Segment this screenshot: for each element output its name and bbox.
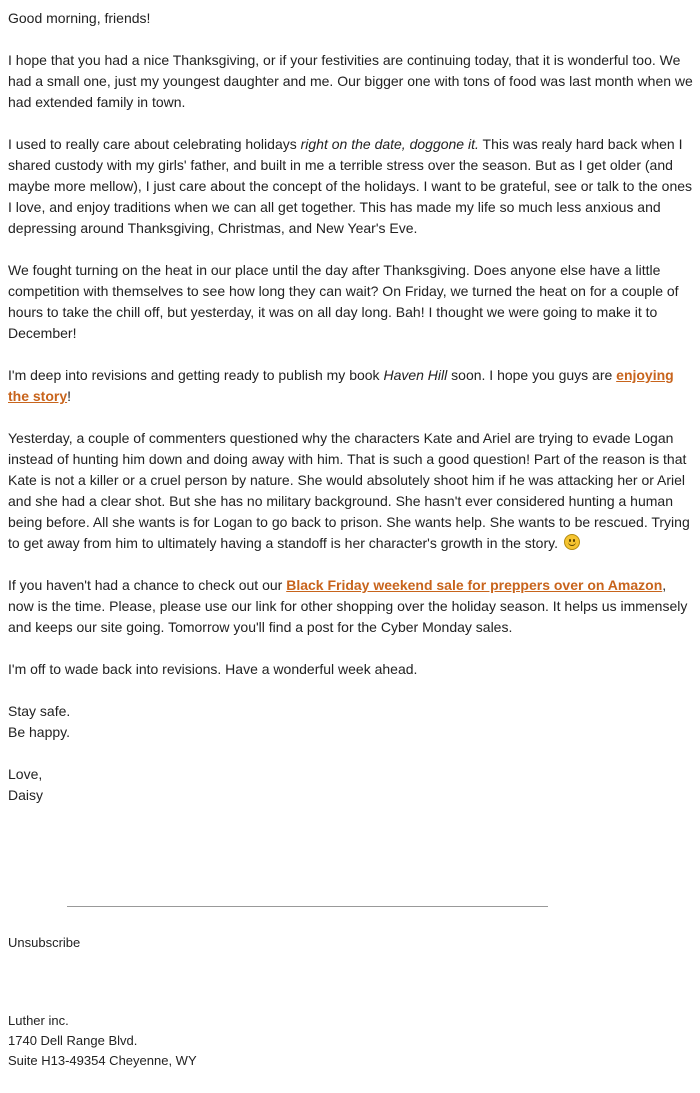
text: ! [67, 388, 72, 404]
paragraph-characters [8, 428, 694, 554]
text: If you haven't had a chance to check out our [8, 577, 287, 593]
closing-line: Stay safe. [8, 703, 71, 719]
greeting: Good morning, friends! [8, 10, 151, 26]
text: soon. I hope you guys are [447, 367, 617, 383]
closing-line: Be happy. [8, 724, 71, 740]
signoff: Love, [8, 766, 43, 782]
company-name: Luther inc. [8, 1013, 69, 1028]
signature-block [8, 764, 694, 806]
book-title: Haven Hill [383, 367, 448, 383]
text: , now is the time. Please, please use our link for other shopping over the holiday season. It helps us immensely and keeps our site going. Tomorrow you'll find a post for the Cyber Monday sales. [8, 577, 688, 635]
signature: Daisy [8, 787, 44, 803]
address-line: 1740 Dell Range Blvd. [8, 1033, 138, 1048]
text: This was realy hard back when I shared custody with my girls' father, and built in me a terrible stress over the season. But as I get older (and maybe more mellow), I just care about the concept of the holidays. I want to be grateful, see or talk to the ones I love, and enjoy traditions when we can all get together. This has made my life so much less anxious and depressing around Thanksgiving, Christmas, and New Year's Eve. [8, 136, 693, 236]
black-friday-sale-link[interactable]: Black Friday weekend sale for preppers over on Amazon [286, 577, 663, 593]
paragraph-heat: We fought turning on the heat in our place until the day after Thanksgiving. Does anyone else have a little competition with themselves to see how long they can wait? On Friday, we turned the heat on for a couple of hours to take the chill off, but yesterday, it was on all day long. Bah! I thought we were going to make it to December! [8, 262, 679, 341]
emphasis: right on the date, doggone it. [300, 136, 479, 152]
paragraph-holidays [8, 134, 694, 239]
text: I'm deep into revisions and getting ready to publish my book [8, 367, 384, 383]
company-address [8, 1011, 197, 1071]
paragraph-thanksgiving: I hope that you had a nice Thanksgiving, or if your festivities are continuing today, that it is wonderful too. We had a small one, just my youngest daughter and me. Our bigger one with tons of food was last month when we had extended family in town. [8, 52, 693, 110]
text: Yesterday, a couple of commenters questioned why the characters Kate and Ariel are trying to evade Logan instead of hunting him down and doing away with him. That is such a good question! Part of the reason is that Kate is not a killer or a cruel person by nature. She would absolutely shoot him if he was attacking her or Ariel and she had a clear shot. But she has no military background. She hasn't ever considered hunting a human being before. All she wants is for Logan to go back to prison. She wants help. She wants to be rescued. Trying to get away from him to ultimately having a standoff is her character's growth in the story. [8, 430, 690, 551]
paragraph-signoff: I'm off to wade back into revisions. Have a wonderful week ahead. [8, 661, 418, 677]
smiley-icon [564, 534, 580, 550]
closing [8, 701, 694, 743]
address-line: Suite H13-49354 Cheyenne, WY [8, 1053, 197, 1068]
paragraph-book [8, 365, 694, 407]
unsubscribe-link[interactable]: Unsubscribe [8, 935, 81, 950]
text: I used to really care about celebrating holidays [8, 136, 301, 152]
paragraph-sale [8, 575, 694, 638]
footer-divider [67, 906, 548, 907]
enjoying-story-link[interactable]: enjoying the story [8, 367, 674, 404]
